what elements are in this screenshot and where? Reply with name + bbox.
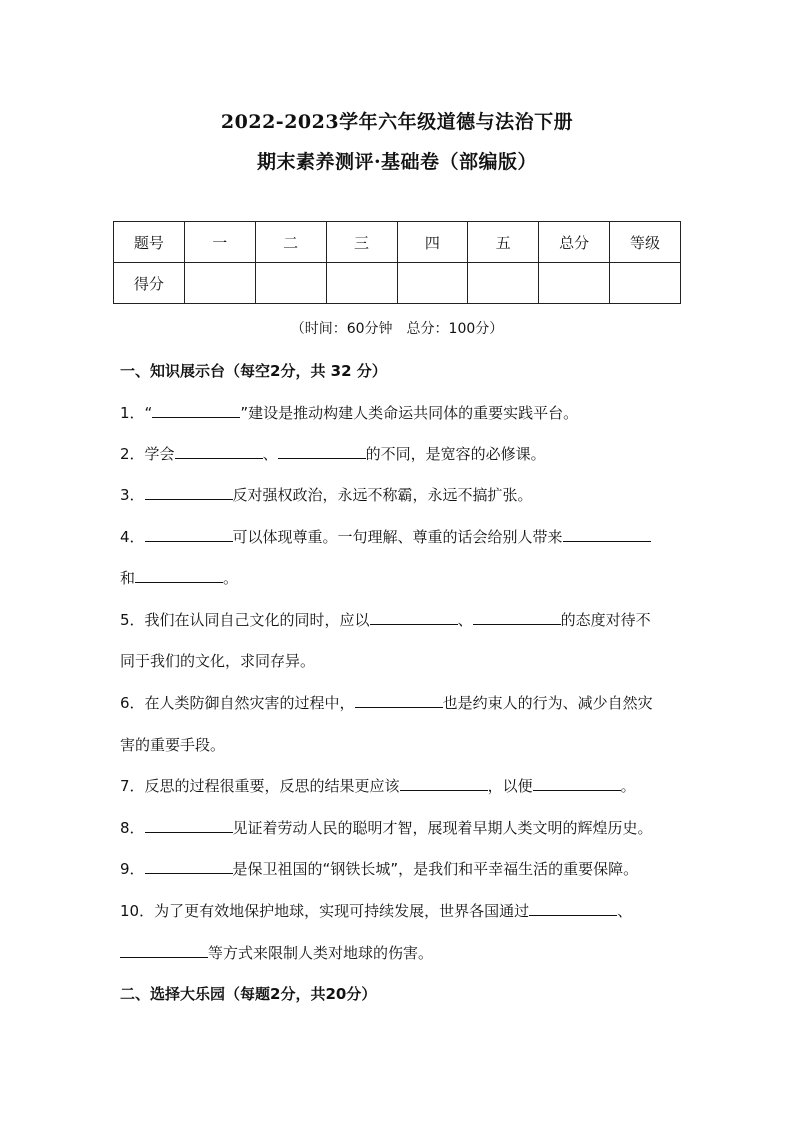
score-cell bbox=[326, 263, 397, 304]
question-text: 在人类防御自然灾害的过程中， bbox=[144, 694, 355, 712]
answer-blank bbox=[370, 610, 458, 625]
header-cell: 一 bbox=[184, 222, 255, 263]
question-6 bbox=[120, 692, 680, 713]
question-text: 等方式来限制人类对地球的伤害。 bbox=[208, 944, 434, 962]
score-table-score-row bbox=[114, 263, 681, 304]
answer-blank bbox=[278, 444, 366, 459]
answer-blank bbox=[529, 901, 617, 916]
question-number: 2． bbox=[120, 445, 145, 463]
question-8 bbox=[120, 817, 680, 838]
answer-blank bbox=[145, 859, 233, 874]
question-9 bbox=[120, 858, 680, 879]
question-text: 、 bbox=[262, 445, 278, 463]
header-cell: 二 bbox=[255, 222, 326, 263]
question-text: 见证着劳动人民的聪明才智，展现着早期人类文明的辉煌历史。 bbox=[232, 819, 653, 837]
header-cell: 三 bbox=[326, 222, 397, 263]
answer-blank bbox=[145, 485, 233, 500]
header-cell: 等级 bbox=[610, 222, 681, 263]
question-number: 8． bbox=[120, 819, 145, 837]
question-5-line2: 同于我们的文化，求同存异。 bbox=[120, 652, 316, 670]
answer-blank bbox=[120, 943, 208, 958]
question-text: 也是约束人的行为、减少自然灾 bbox=[442, 694, 653, 712]
question-number: 9． bbox=[120, 860, 145, 878]
question-text: 为了更有效地保护地球，实现可持续发展，世界各国通过 bbox=[154, 902, 530, 920]
question-text: “ bbox=[144, 404, 153, 422]
answer-blank bbox=[533, 776, 621, 791]
section-2-title: 二、选择大乐园（每题2分，共20分） bbox=[120, 985, 377, 1003]
question-text: 。 bbox=[620, 777, 636, 795]
header-cell: 总分 bbox=[539, 222, 610, 263]
answer-blank bbox=[175, 444, 263, 459]
question-4 bbox=[120, 526, 680, 547]
question-text: ”建设是推动构建人类命运共同体的重要实践平台。 bbox=[240, 404, 579, 422]
question-text: 可以体现尊重。一句理解、尊重的话会给别人带来 bbox=[232, 528, 563, 546]
question-10 bbox=[120, 900, 680, 921]
answer-blank bbox=[563, 527, 651, 542]
score-table bbox=[113, 221, 681, 304]
question-text: 反思的过程很重要，反思的结果更应该 bbox=[144, 777, 400, 795]
answer-blank bbox=[355, 693, 443, 708]
score-cell bbox=[610, 263, 681, 304]
answer-blank bbox=[152, 403, 240, 418]
answer-blank bbox=[473, 610, 561, 625]
header-cell: 题号 bbox=[114, 222, 185, 263]
question-2 bbox=[120, 443, 680, 464]
score-cell bbox=[397, 263, 468, 304]
score-table-header-row bbox=[114, 222, 681, 263]
exam-title-line1: 2022-2023学年六年级道德与法治下册 bbox=[220, 111, 574, 133]
answer-blank bbox=[145, 527, 233, 542]
question-4-line2 bbox=[120, 567, 680, 588]
question-3 bbox=[120, 484, 680, 505]
exam-info: （时间：60分钟 总分：100分） bbox=[290, 321, 504, 337]
question-text: 我们在认同自己文化的同时，应以 bbox=[144, 611, 370, 629]
question-text: 。 bbox=[223, 569, 239, 587]
question-number: 3． bbox=[120, 486, 145, 504]
header-cell: 五 bbox=[468, 222, 539, 263]
score-cell bbox=[255, 263, 326, 304]
question-text: ，以便 bbox=[487, 777, 533, 795]
question-number: 7． bbox=[120, 777, 145, 795]
question-text: 反对强权政治，永远不称霸，永远不搞扩张。 bbox=[232, 486, 533, 504]
question-number: 4． bbox=[120, 528, 145, 546]
answer-blank bbox=[145, 818, 233, 833]
question-6-line2: 害的重要手段。 bbox=[120, 736, 226, 754]
question-number: 10． bbox=[120, 902, 155, 920]
question-text: 和 bbox=[120, 569, 136, 587]
question-text: 的不同，是宽容的必修课。 bbox=[365, 445, 546, 463]
question-text: 是保卫祖国的“钢铁长城”，是我们和平幸福生活的重要保障。 bbox=[232, 860, 639, 878]
question-1 bbox=[120, 402, 680, 423]
header-cell: 四 bbox=[397, 222, 468, 263]
score-cell bbox=[468, 263, 539, 304]
question-text: 学会 bbox=[144, 445, 175, 463]
answer-blank bbox=[400, 776, 488, 791]
question-10-line2 bbox=[120, 942, 680, 963]
question-7 bbox=[120, 775, 680, 796]
question-text: 、 bbox=[617, 902, 633, 920]
answer-blank bbox=[135, 568, 223, 583]
section-1-title: 一、知识展示台（每空2分，共 32 分） bbox=[120, 362, 387, 380]
score-cell bbox=[184, 263, 255, 304]
question-number: 6． bbox=[120, 694, 145, 712]
question-number: 1． bbox=[120, 404, 145, 422]
question-number: 5． bbox=[120, 611, 145, 629]
score-cell bbox=[539, 263, 610, 304]
question-text: 的态度对待不 bbox=[560, 611, 651, 629]
question-text: 、 bbox=[457, 611, 473, 629]
exam-title-line2: 期末素养测评·基础卷（部编版） bbox=[256, 151, 538, 173]
question-5 bbox=[120, 609, 680, 630]
row-label-cell: 得分 bbox=[114, 263, 185, 304]
